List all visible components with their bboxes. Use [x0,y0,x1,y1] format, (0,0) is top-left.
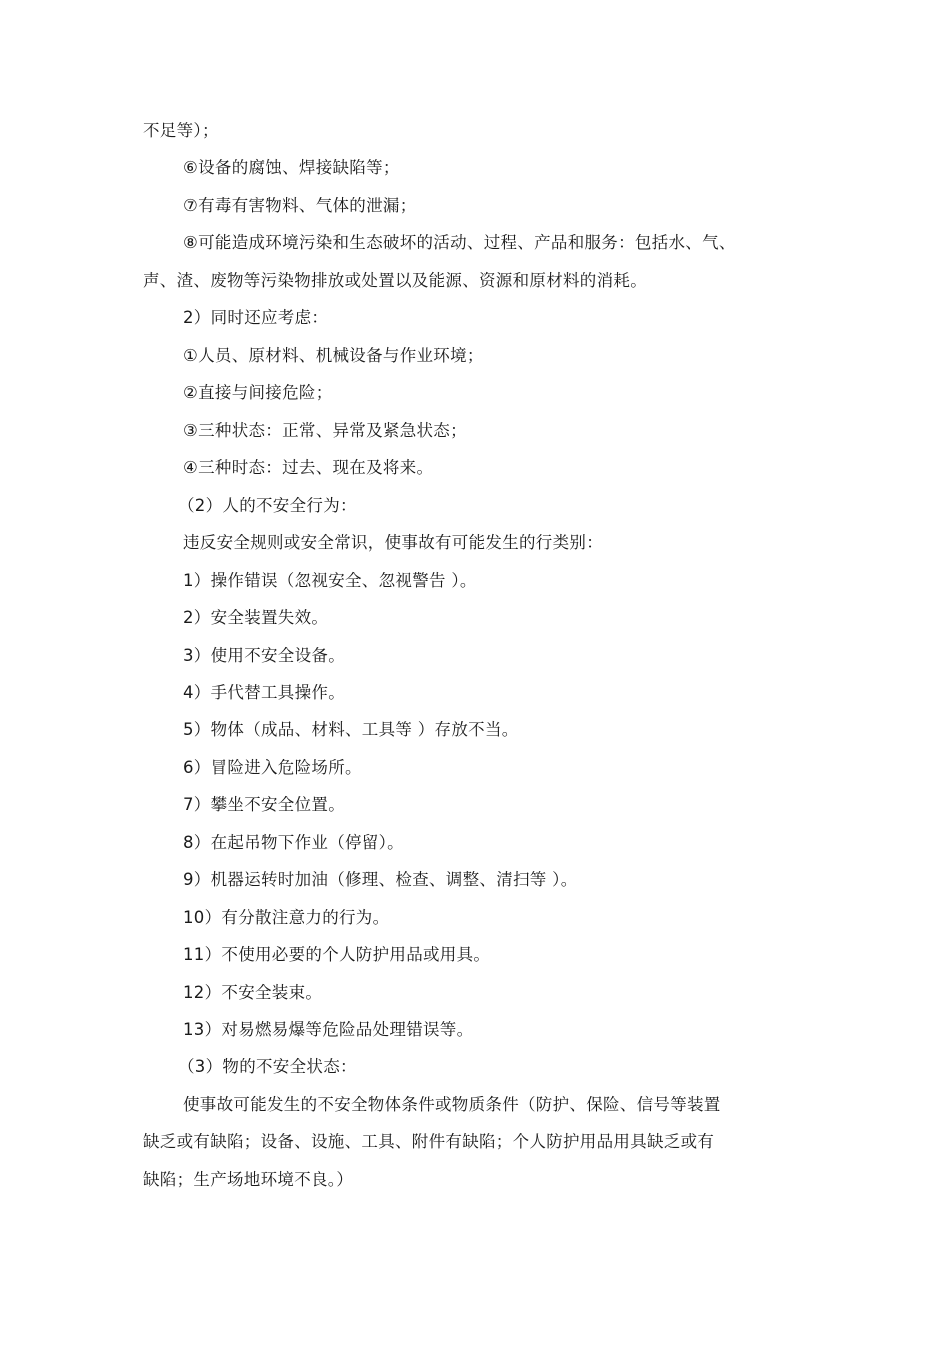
text-line: ③三种状态：正常、异常及紧急状态； [183,421,467,440]
text-line: ④三种时态：过去、现在及将来。 [183,458,434,477]
text-line: 2）同时还应考虑： [183,308,329,327]
text-line: 8）在起吊物下作业（停留）。 [183,833,404,852]
text-line: ⑥设备的腐蚀、焊接缺陷等； [183,158,400,177]
text-line: 11）不使用必要的个人防护用品或用具。 [183,945,491,964]
text-line: 12）不安全装束。 [183,983,323,1002]
text-line: 10）有分散注意力的行为。 [183,908,390,927]
text-line: 4）手代替工具操作。 [183,683,345,702]
text-line: 声、渣、废物等污染物排放或处置以及能源、资源和原材料的消耗。 [143,271,647,290]
text-line: ⑦有毒有害物料、气体的泄漏； [183,196,417,215]
text-line: ⑧可能造成环境污染和生态破坏的活动、过程、产品和服务：包括水、气、 [183,233,736,252]
text-line: 5）物体（成品、材料、工具等 ）存放不当。 [183,720,519,739]
section-heading: （2）人的不安全行为： [178,496,357,515]
text-line: 缺陷；生产场地环境不良。） [143,1170,354,1189]
text-line: 13）对易燃易爆等危险品处理错误等。 [183,1020,474,1039]
text-line: 3）使用不安全设备。 [183,646,345,665]
text-line: 违反安全规则或安全常识，使事故有可能发生的行类别： [183,533,603,552]
text-line: 缺乏或有缺陷；设备、设施、工具、附件有缺陷；个人防护用品用具缺乏或有 [143,1132,715,1151]
text-line: ②直接与间接危险； [183,383,333,402]
text-line: 7）攀坐不安全位置。 [183,795,345,814]
text-line: 6）冒险进入危险场所。 [183,758,362,777]
text-line: 使事故可能发生的不安全物体条件或物质条件（防护、保险、信号等装置 [183,1095,721,1114]
text-line: 不足等）； [143,121,219,140]
text-line: 9）机器运转时加油（修理、检查、调整、清扫等 ）。 [183,870,578,889]
section-heading: （3）物的不安全状态： [178,1057,357,1076]
text-line: ①人员、原材料、机械设备与作业环境； [183,346,484,365]
text-line: 1）操作错误（忽视安全、忽视警告 ）。 [183,571,477,590]
text-line: 2）安全装置失效。 [183,608,329,627]
